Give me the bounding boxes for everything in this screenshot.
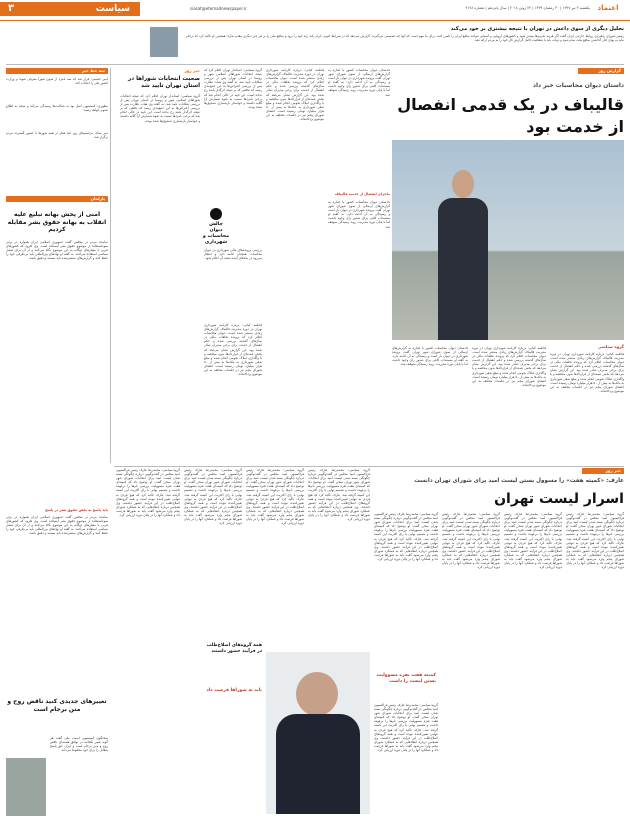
middle-body-2: گروه سیاسی: استاندار تهران اعلام کرد که نتیجه انتخابات شوراهای اسلامی شهر و روستا در استان تهران پس از بررسی شکایات تایید شد. به گفته وی هیات نظارت پس از بررسی اعتراض‌ها به این جمع‌بندی رسید که تخلفی که بر نتیجه اثرگذار باشد رخ نداده است. این تایید در حالی انجام شد که برخی نامزدها نسبت به نحوه شمارش آرا گلایه داشتند و خواستار بازشماری صندوق‌ها شده بودند.	[204, 68, 262, 109]
page-header	[0, 0, 630, 21]
left-body-2: سخنگوی کمیسیون امنیت ملی گفت هر گونه تغییر یکجانبه در توافق هسته‌ای ناقض روح و متن برجام است و ایران حق پاسخ متقابل را برای خود محفوظ می‌داند.	[50, 736, 108, 753]
left-subhead: باید پاسخ به نقض حقوق بشر در پاسخ	[45, 508, 108, 512]
bottom-story	[114, 468, 624, 816]
section-email[interactable]: siasat@etemadnewspaper.ir	[190, 6, 247, 11]
left-body-cont: نماینده مردم در مجلس گفت جمهوری اسلامی ایران همواره در برابر سوءاستفاده از موضوع حقوق بشر ایستاده است. وی افزود که کشورهای غربی با معیارهای دوگانه به این موضوع نگاه می‌کنند و از آن برای فشار سیاسی استفاده می‌کنند. به گفته او نهادهای بین‌المللی باید بی‌طرفی خود را حفظ کنند و گزارش‌های منتشرشده باید مستند و دقیق باشد.	[6, 515, 108, 536]
middle-body-3: فاطمه کیانی: درباره کارنامه شهرداری تهران در دوره مدیریت قالیباف گزارش‌های زیادی منتشر شده است. دیوان محاسبات اعلام کرد که پرونده تخلفات مالی در سال‌های گذشته بررسی شده و حکم انفصال از خدمت برای برخی مدیران صادر شده بود. این گزارش نشان می‌دهد که بخش عمده‌ای از قراردادها بدون مناقصه و با واگذاری املاک نجومی انجام شده و مبلغ بدهی شهرداری به بانک‌ها به بیش از ۵۰ هزار میلیارد تومان رسیده است. اعضای شورای پنجم نیز در جلسات مختلف به این موضوع پرداخته‌اند.	[204, 323, 262, 377]
bottom-body-8: گروه سیاسی: محمدرضا عارف رئیس فراکسیون امید مجلس در گفت‌وگویی درباره چگونگی بسته شدن لیست امید برای انتخابات شورای شهر تهران سخن گفت. او توضیح داد که کمیته‌ای هفت نفره مسوولیت بررسی نام‌ها را برعهده داشت و تصمیم نهایی با رای اکثریت این کمیته گرفته شد. عارف تاکید کرد که هیچ فردی به تنهایی تعیین‌کننده نبوده است و همه گروه‌های اصلاح‌طلب در این فرآیند حضور داشتند. وی همچنین درباره انتقادهایی که به عملکرد شورای پنجم وارد می‌شود گفت باید به شوراها فرصت داد و عملکرد آنها را در پایان دوره ارزیابی کرد.	[184, 468, 242, 526]
page-number: ۳	[8, 3, 15, 14]
pull-quote: همه گروه‌های اصلاح‌طلب در فرآیند حضور داشتند	[206, 643, 262, 654]
bottom-body-9: گروه سیاسی: محمدرضا عارف رئیس فراکسیون امید مجلس در گفت‌وگویی درباره چگونگی بسته شدن لیست امید برای انتخابات شورای شهر تهران سخن گفت. او توضیح داد که کمیته‌ای هفت نفره مسوولیت بررسی نام‌ها را برعهده داشت و تصمیم نهایی با رای اکثریت این کمیته گرفته شد. عارف تاکید کرد که هیچ فردی به تنهایی تعیین‌کننده نبوده است و همه گروه‌های اصلاح‌طلب در این فرآیند حضور داشتند. وی همچنین درباره انتقادهایی که به عملکرد شورای پنجم وارد می‌شود گفت باید به شوراها فرصت داد و عملکرد آنها را در پایان دوره ارزیابی کرد.	[116, 468, 180, 518]
middle-body-6: دادستان دیوان محاسبات کشور با اشاره به گزارش‌های ارسالی از سوی شورای شهر تهران گفت پرونده شهرداری در دیوان باز است و رسیدگی به آن ادامه دارد. به گفته او مستندات کافی برای صدور رای وجود داشت اما با پایان دوره مدیریت، روند رسیدگی متوقف شد.	[328, 200, 390, 229]
top-story-photo	[150, 27, 178, 57]
left-column	[6, 68, 108, 816]
bottom-body-7: گروه سیاسی: محمدرضا عارف رئیس فراکسیون امید مجلس در گفت‌وگویی درباره چگونگی بسته شدن لیست امید برای انتخابات شورای شهر تهران سخن گفت. او توضیح داد که کمیته‌ای هفت نفره مسوولیت بررسی نام‌ها را برعهده داشت و تصمیم نهایی با رای اکثریت این کمیته گرفته شد. عارف تاکید کرد که هیچ فردی به تنهایی تعیین‌کننده نبوده است و همه گروه‌های اصلاح‌طلب در این فرآیند حضور داشتند. وی همچنین درباره انتقادهایی که به عملکرد شورای پنجم وارد می‌شود گفت باید به شوراها فرصت داد و عملکرد آنها را در پایان دوره ارزیابی کرد.	[246, 468, 304, 526]
news-item: مطهری: کمیسیون اصل نود به شکایت‌ها رسیدگی می‌کند و نتیجه به اطلاع عموم خواهد رسید.	[6, 104, 108, 113]
middle-body: گروه سیاسی: استاندار تهران اعلام کرد که نتیجه انتخابات شوراهای اسلامی شهر و روستا در استان تهران پس از بررسی شکایات تایید شد. به گفته وی هیات نظارت پس از بررسی اعتراض‌ها به این جمع‌بندی رسید که تخلفی که بر نتیجه اثرگذار باشد رخ نداده است. این تایید در حالی انجام شد که برخی نامزدها نسبت به نحوه شمارش آرا گلایه داشتند و خواستار بازشماری صندوق‌ها شده بودند.	[120, 94, 200, 123]
lead-body-3: دادستان دیوان محاسبات کشور با اشاره به گزارش‌های ارسالی از سوی شورای شهر تهران گفت پرونده شهرداری در دیوان باز است و رسیدگی به آن ادامه دارد. به گفته او مستندات کافی برای صدور رای وجود داشت اما با پایان دوره مدیریت، روند رسیدگی متوقف شد.	[392, 346, 468, 367]
bottom-body: گروه سیاسی: محمدرضا عارف رئیس فراکسیون امید مجلس در گفت‌وگویی درباره چگونگی بسته شدن لیست امید برای انتخابات شورای شهر تهران سخن گفت. او توضیح داد که کمیته‌ای هفت نفره مسوولیت بررسی نام‌ها را برعهده داشت و تصمیم نهایی با رای اکثریت این کمیته گرفته شد. عارف تاکید کرد که هیچ فردی به تنهایی تعیین‌کننده نبوده است و همه گروه‌های اصلاح‌طلب در این فرآیند حضور داشتند. وی همچنین درباره انتقادهایی که به عملکرد شورای پنجم وارد می‌شود گفت باید به شوراها فرصت داد و عملکرد آنها را در پایان دوره ارزیابی کرد.	[566, 512, 624, 570]
lead-overline: داستان دیوان محاسبات خبر داد	[532, 82, 624, 89]
bottom-headline: اسرار لیست تهران	[494, 491, 624, 507]
parliament-bar: پارلمان	[6, 196, 108, 202]
middle-body-4: فاطمه کیانی: درباره کارنامه شهرداری تهران در دوره مدیریت قالیباف گزارش‌های زیادی منتشر شده است. دیوان محاسبات اعلام کرد که پرونده تخلفات مالی در سال‌های گذشته بررسی شده و حکم انفصال از خدمت برای برخی مدیران صادر شده بود. این گزارش نشان می‌دهد که بخش عمده‌ای از قراردادها بدون مناقصه و با واگذاری املاک نجومی انجام شده و مبلغ بدهی شهرداری به بانک‌ها به بیش از ۵۰ هزار میلیارد تومان رسیده است. اعضای شورای پنجم نیز در جلسات مختلف به این موضوع پرداخته‌اند.	[266, 68, 324, 122]
news-item: دبیر ستاد: مراسم‌های روز عید فطر در همه شهرها با حضور گسترده مردم برگزار شد.	[6, 131, 108, 140]
bottom-body-4: گروه سیاسی: محمدرضا عارف رئیس فراکسیون امید مجلس در گفت‌وگویی درباره چگونگی بسته شدن لیست امید برای انتخابات شورای شهر تهران سخن گفت. او توضیح داد که کمیته‌ای هفت نفره مسوولیت بررسی نام‌ها را برعهده داشت و تصمیم نهایی با رای اکثریت این کمیته گرفته شد. عارف تاکید کرد که هیچ فردی به تنهایی تعیین‌کننده نبوده است و همه گروه‌های اصلاح‌طلب در این فرآیند حضور داشتند. وی همچنین درباره انتقادهایی که به عملکرد شورای پنجم وارد می‌شود گفت باید به شوراها فرصت داد و عملکرد آنها را در پایان دوره ارزیابی کرد.	[374, 512, 438, 562]
note-title: چالش دیوان محاسبات و شهرداری	[202, 222, 230, 245]
middle-kicker: خبر روز	[184, 68, 200, 73]
bottom-body-3: گروه سیاسی: محمدرضا عارف رئیس فراکسیون امید مجلس در گفت‌وگویی درباره چگونگی بسته شدن لیست امید برای انتخابات شورای شهر تهران سخن گفت. او توضیح داد که کمیته‌ای هفت نفره مسوولیت بررسی نام‌ها را برعهده داشت و تصمیم نهایی با رای اکثریت این کمیته گرفته شد. عارف تاکید کرد که هیچ فردی به تنهایی تعیین‌کننده نبوده است و همه گروه‌های اصلاح‌طلب در این فرآیند حضور داشتند. وی همچنین درباره انتقادهایی که به عملکرد شورای پنجم وارد می‌شود گفت باید به شوراها فرصت داد و عملکرد آنها را در پایان دوره ارزیابی کرد.	[442, 512, 500, 570]
top-story	[6, 23, 624, 63]
section-banner	[0, 2, 140, 16]
bottom-kicker: خبر روز	[582, 468, 624, 474]
lead-headline: قالیباف در یک قدمی انفصال از خدمت بود	[397, 95, 624, 136]
note-body: بررسی پرونده‌های مالی شهرداری در دیوان محاسبات همچنان ادامه دارد و انتظار می‌رود در ماه‌های آینده نتیجه آن اعلام شود.	[204, 248, 262, 261]
left-headline-2: تغییرهای جدیدی کنید ناقض روح و متن برجام است	[7, 698, 107, 713]
lead-story	[392, 68, 624, 463]
middle-body-5: دادستان دیوان محاسبات کشور با اشاره به گزارش‌های ارسالی از سوی شورای شهر تهران گفت پرونده شهرداری در دیوان باز است و رسیدگی به آن ادامه دارد. به گفته او مستندات کافی برای صدور رای وجود داشت اما با پایان دوره مدیریت، روند رسیدگی متوقف شد.	[328, 68, 390, 97]
lead-kicker: گزارش روز	[578, 68, 624, 74]
mp-portrait-photo	[6, 758, 46, 816]
divider	[110, 68, 111, 463]
lead-body: فاطمه کیانی: درباره کارنامه شهرداری تهران در دوره مدیریت قالیباف گزارش‌های زیادی منتشر شده است. دیوان محاسبات اعلام کرد که پرونده تخلفات مالی در سال‌های گذشته بررسی شده و حکم انفصال از خدمت برای برخی مدیران صادر شده بود. این گزارش نشان می‌دهد که بخش عمده‌ای از قراردادها بدون مناقصه و با واگذاری املاک نجومی انجام شده و مبلغ بدهی شهرداری به بانک‌ها به بیش از ۵۰ هزار میلیارد تومان رسیده است. اعضای شورای پنجم نیز در جلسات مختلف به این موضوع پرداخته‌اند.	[550, 352, 624, 393]
reporter-label: گروه سیاسی	[597, 344, 624, 349]
person-figure	[438, 170, 488, 340]
bottom-overline: عارف: «کمیته هفت» را مسوول بستن لیست امید برای شورای تهران دانست	[414, 478, 624, 484]
divider	[6, 64, 624, 65]
date-line: یکشنبه ۳ تیر ۱۳۹۷ | ۳۰ رمضان ۱۴۳۹ | ۲۴ ژوئن ۲۰۱۸ | سال پانزدهم | شماره ۴۱۲۸	[465, 6, 590, 10]
bottom-body-6: گروه سیاسی: محمدرضا عارف رئیس فراکسیون امید مجلس در گفت‌وگویی درباره چگونگی بسته شدن لیست امید برای انتخابات شورای شهر تهران سخن گفت. او توضیح داد که کمیته‌ای هفت نفره مسوولیت بررسی نام‌ها را برعهده داشت و تصمیم نهایی با رای اکثریت این کمیته گرفته شد. عارف تاکید کرد که هیچ فردی به تنهایی تعیین‌کننده نبوده است و همه گروه‌های اصلاح‌طلب در این فرآیند حضور داشتند. وی همچنین درباره انتقادهایی که به عملکرد شورای پنجم وارد می‌شود گفت باید به شوراها فرصت داد و عملکرد آنها را در پایان دوره ارزیابی کرد.	[308, 468, 370, 522]
top-story-body: رئیس شورای راهبردی روابط خارجی ایران گفت اگر هزینه تحریم‌ها بیشتر شود و کشورهای اروپایی و آسیایی نتوانند منافع ایران را تامین کنند، برای ما مهم است که آنها چه تصمیمی می‌گیرند. گزارش می‌دهد که در شرایط کنونی ایران باید راه خود را برود و منافع ملی را بر هر چیز دیگری مقدم بدارد؛ همچنین او تاکید کرد که برجام نباید به بهای کنار گذاشتن منافع ملت تمام شود و دولت باید با شفافیت کامل گزارش کار خود را به مردم ارائه دهد.	[186, 34, 624, 43]
left-body: نماینده مردم در مجلس گفت جمهوری اسلامی ایران همواره در برابر سوءاستفاده از موضوع حقوق بشر ایستاده است. وی افزود که کشورهای غربی با معیارهای دوگانه به این موضوع نگاه می‌کنند و از آن برای فشار سیاسی استفاده می‌کنند. به گفته او نهادهای بین‌المللی باید بی‌طرفی خود را حفظ کنند و گزارش‌های منتشرشده باید مستند و دقیق باشد.	[6, 240, 108, 261]
top-story-headline: تحلیل دیگری از سوی داعش در تهران با نتیجه بیشتری بر خود می‌کند	[450, 26, 624, 32]
lead-photo	[392, 140, 624, 340]
middle-headline: صحبت انتخابات شوراها در استان تهران تایید شد	[128, 76, 200, 89]
pull-quote: باید به شوراها فرصت داد	[206, 688, 262, 693]
arefi-photo	[266, 652, 370, 814]
section-name: سیاست	[95, 4, 130, 14]
middle-column	[114, 68, 390, 463]
newspaper-logo: اعتماد	[597, 4, 619, 12]
news-bar: سه خط خبر	[6, 68, 108, 74]
pull-quote: کمیته هفت نفره مسوولیت بستن لیست را داشت	[376, 673, 436, 684]
bottom-body-5: گروه سیاسی: محمدرضا عارف رئیس فراکسیون امید مجلس در گفت‌وگویی درباره چگونگی بسته شدن لیست امید برای انتخابات شورای شهر تهران سخن گفت. او توضیح داد که کمیته‌ای هفت نفره مسوولیت بررسی نام‌ها را برعهده داشت و تصمیم نهایی با رای اکثریت این کمیته گرفته شد. عارف تاکید کرد که هیچ فردی به تنهایی تعیین‌کننده نبوده است و همه گروه‌های اصلاح‌طلب در این فرآیند حضور داشتند. وی همچنین درباره انتقادهایی که به عملکرد شورای پنجم وارد می‌شود گفت باید به شوراها فرصت داد و عملکرد آنها را در پایان دوره ارزیابی کرد.	[374, 703, 438, 753]
bottom-body-2: گروه سیاسی: محمدرضا عارف رئیس فراکسیون امید مجلس در گفت‌وگویی درباره چگونگی بسته شدن لیست امید برای انتخابات شورای شهر تهران سخن گفت. او توضیح داد که کمیته‌ای هفت نفره مسوولیت بررسی نام‌ها را برعهده داشت و تصمیم نهایی با رای اکثریت این کمیته گرفته شد. عارف تاکید کرد که هیچ فردی به تنهایی تعیین‌کننده نبوده است و همه گروه‌های اصلاح‌طلب در این فرآیند حضور داشتند. وی همچنین درباره انتقادهایی که به عملکرد شورای پنجم وارد می‌شود گفت باید به شوراها فرصت داد و عملکرد آنها را در پایان دوره ارزیابی کرد.	[504, 512, 562, 570]
news-item: امیر حسینی: قرار شد که سه نامزد از سوی شورا معرفی شوند و وزارت کشور یکی را انتخاب کند.	[6, 77, 108, 86]
note-icon	[210, 208, 222, 220]
left-headline: امنی از پخش بهانه تبلیغ علیه انقلاب به بهانه حقوق بشر مقابله کردیم	[7, 211, 107, 233]
middle-subhead: ماجرای انفصال از خدمت قالیباف	[334, 192, 390, 196]
divider	[114, 466, 624, 467]
lead-body-2: فاطمه کیانی: درباره کارنامه شهرداری تهران در دوره مدیریت قالیباف گزارش‌های زیادی منتشر شده است. دیوان محاسبات اعلام کرد که پرونده تخلفات مالی در سال‌های گذشته بررسی شده و حکم انفصال از خدمت برای برخی مدیران صادر شده بود. این گزارش نشان می‌دهد که بخش عمده‌ای از قراردادها بدون مناقصه و با واگذاری املاک نجومی انجام شده و مبلغ بدهی شهرداری به بانک‌ها به بیش از ۵۰ هزار میلیارد تومان رسیده است. اعضای شورای پنجم نیز در جلسات مختلف به این موضوع پرداخته‌اند.	[472, 346, 546, 387]
